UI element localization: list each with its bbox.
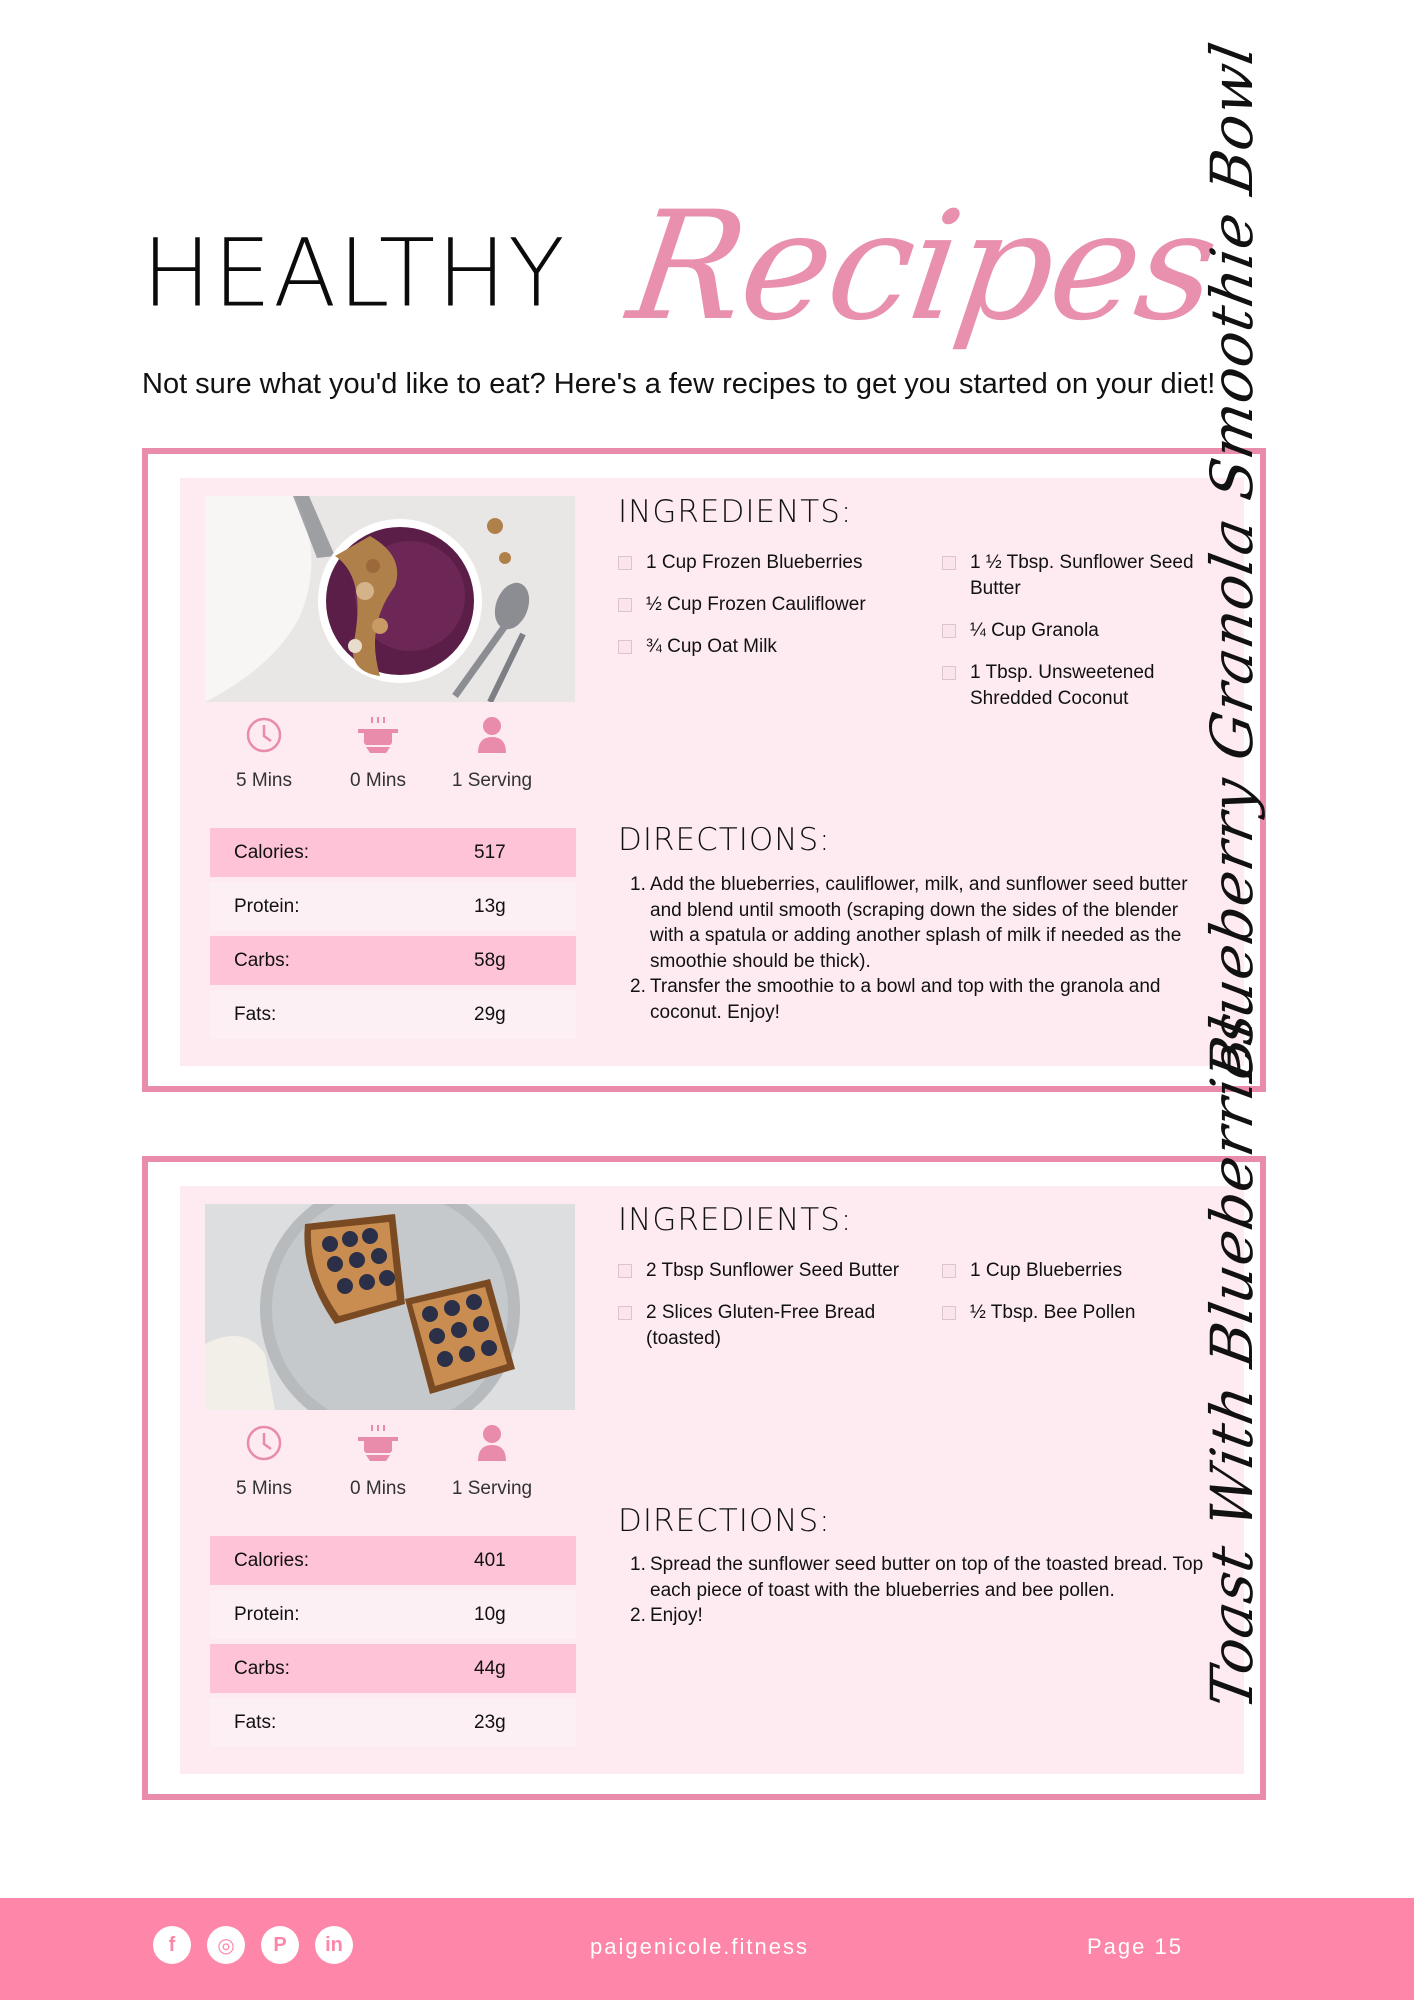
checkbox[interactable] (618, 598, 632, 612)
ingredients-list (618, 550, 928, 676)
ingredient-item[interactable]: 1 ½ Tbsp. Sunflower Seed Butter (942, 550, 1202, 602)
instagram-icon[interactable]: ◎ (207, 1926, 245, 1964)
cook-time: 0 Mins (323, 1422, 433, 1500)
directions-heading: DIRECTIONS: (618, 1503, 831, 1539)
recipe-panel (180, 478, 1244, 1066)
facebook-icon[interactable]: f (153, 1926, 191, 1964)
ingredients-heading: INGREDIENTS: (618, 1202, 853, 1238)
checkbox[interactable] (942, 624, 956, 638)
checkbox[interactable] (942, 1306, 956, 1320)
recipe-name-vertical: Blueberry Granola Smoothie Bowl (1198, 37, 1266, 1086)
directions-list (618, 872, 1208, 1025)
page-header (142, 180, 1292, 390)
checkbox[interactable] (942, 556, 956, 570)
ingredient-item[interactable]: 2 Slices Gluten-Free Bread (toasted) (618, 1300, 928, 1352)
recipe-photo-toast (205, 1204, 575, 1410)
cook-time: 0 Mins (323, 714, 433, 792)
ingredient-item[interactable]: ½ Cup Frozen Cauliflower (618, 592, 928, 618)
ingredient-item[interactable]: 2 Tbsp Sunflower Seed Butter (618, 1258, 928, 1284)
checkbox[interactable] (618, 640, 632, 654)
recipe-name-vertical: Toast With Blueberries (1198, 1006, 1266, 1714)
clock-icon (209, 714, 319, 756)
page-number: Page 15 (1087, 1934, 1183, 1959)
cooking-pot-icon (323, 1422, 433, 1464)
checkbox[interactable] (942, 1264, 956, 1278)
recipe-panel (180, 1186, 1244, 1774)
direction-step: 2. Transfer the smoothie to a bowl and top with the granola and coconut. Enjoy! (630, 976, 1161, 1023)
website-link[interactable]: paigenicole.fitness (590, 1934, 810, 1959)
linkedin-icon[interactable]: in (315, 1926, 353, 1964)
nutrition-row: Protein: 10g (210, 1590, 576, 1639)
pinterest-icon[interactable]: P (261, 1926, 299, 1964)
servings: 1 Serving (437, 714, 547, 792)
checkbox[interactable] (618, 556, 632, 570)
nutrition-row: Carbs: 58g (210, 936, 576, 985)
prep-time: 5 Mins (209, 714, 319, 792)
ingredient-item[interactable]: ¼ Cup Granola (942, 618, 1202, 644)
directions-list (618, 1552, 1208, 1629)
ingredient-item[interactable]: ¾ Cup Oat Milk (618, 634, 928, 660)
directions-heading: DIRECTIONS: (618, 822, 831, 858)
prep-time: 5 Mins (209, 1422, 319, 1500)
nutrition-row: Protein: 13g (210, 882, 576, 931)
nutrition-row: Fats: 29g (210, 990, 576, 1039)
nutrition-table (210, 828, 576, 1044)
ingredients-list (942, 1258, 1202, 1342)
nutrition-table (210, 1536, 576, 1752)
nutrition-row: Calories: 401 (210, 1536, 576, 1585)
clock-icon (209, 1422, 319, 1464)
direction-step: 2. Enjoy! (630, 1605, 703, 1626)
nutrition-row: Carbs: 44g (210, 1644, 576, 1693)
nutrition-row: Calories: 517 (210, 828, 576, 877)
person-icon (437, 1422, 547, 1464)
ingredients-heading: INGREDIENTS: (618, 494, 853, 530)
recipe-meta (205, 714, 575, 804)
servings: 1 Serving (437, 1422, 547, 1500)
recipe-meta (205, 1422, 575, 1512)
page-footer (0, 1898, 1414, 2000)
direction-step: 1. Spread the sunflower seed butter on top of the toasted bread. Top each piece of toast with the blueberries and bee pollen. (630, 1554, 1204, 1601)
checkbox[interactable] (618, 1306, 632, 1320)
page-title: HEALTHY (142, 218, 567, 329)
direction-step: 1. Add the blueberries, cauliflower, milk, and sunflower seed butter and blend until smooth (scraping down the sides of the blender with a spatula or adding another splash of milk if needed as the smoothie should be thick). (630, 874, 1188, 972)
page-title-script: Recipes (619, 180, 1226, 354)
nutrition-row: Fats: 23g (210, 1698, 576, 1747)
ingredient-item[interactable]: 1 Cup Blueberries (942, 1258, 1202, 1284)
recipe-photo-smoothie-bowl (205, 496, 575, 702)
ingredient-item[interactable]: 1 Tbsp. Unsweetened Shredded Coconut (942, 660, 1202, 712)
page-subtitle: Not sure what you'd like to eat? Here's a few recipes to get you started on your diet! (142, 368, 1216, 400)
checkbox[interactable] (942, 666, 956, 680)
person-icon (437, 714, 547, 756)
ingredients-list (942, 550, 1202, 728)
cooking-pot-icon (323, 714, 433, 756)
checkbox[interactable] (618, 1264, 632, 1278)
ingredient-item[interactable]: 1 Cup Frozen Blueberries (618, 550, 928, 576)
ingredients-list (618, 1258, 928, 1368)
ingredient-item[interactable]: ½ Tbsp. Bee Pollen (942, 1300, 1202, 1326)
